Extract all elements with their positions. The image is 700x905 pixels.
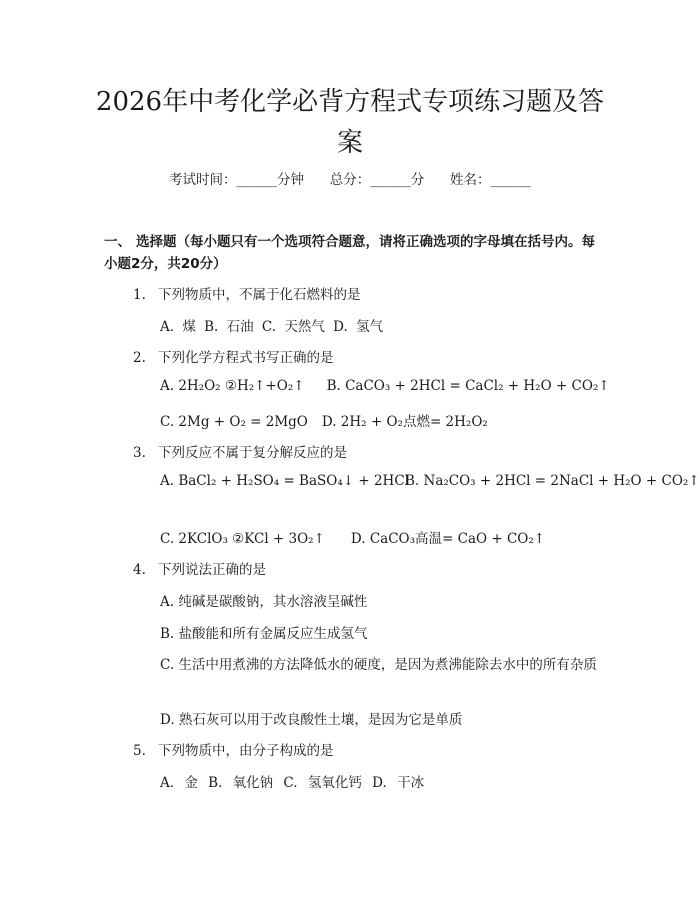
question-4-option-d: D. 熟石灰可以用于改良酸性土壤，是因为它是单质 (160, 712, 463, 728)
question-3 (133, 441, 347, 461)
question-4 (133, 558, 266, 578)
question-stem: 下列化学方程式书写正确的是 (158, 350, 334, 366)
question-stem: 下列物质中，由分子构成的是 (158, 743, 334, 759)
question-5 (133, 739, 334, 759)
question-4-option-b: B. 盐酸能和所有金属反应生成氢气 (160, 626, 368, 642)
question-1-options: A. 煤 B. 石油 C. 天然气 D. 氢气 (160, 319, 384, 335)
question-2-options-ab (160, 378, 610, 394)
question-stem: 下列物质中，不属于化石燃料的是 (158, 287, 361, 303)
question-stem: 下列反应不属于复分解反应的是 (158, 445, 347, 461)
option-d: D. 2H₂ + O₂点燃= 2H₂O₂ (321, 414, 488, 430)
question-5-options: A. 金 B. 氧化钠 C. 氢氧化钙 D. 干冰 (160, 775, 425, 791)
section-text: 选择题（每小题只有一个选项符合题意，请将正确选项的字母填在括号内。每小题2分，共20分） (104, 234, 595, 272)
option-a: A. 2H₂O₂ ②H₂↑+O₂↑ (160, 378, 305, 394)
option-c: C. 2KClO₃ ②KCl + 3O₂↑ (160, 531, 325, 547)
question-stem: 下列说法正确的是 (158, 562, 266, 578)
option-c: C. 2Mg + O₂ = 2MgO (160, 414, 308, 430)
exam-info-line: 考试时间：______分钟 总分：______分 姓名：______ (169, 172, 531, 188)
option-d: D. CaCO₃高温= CaO + CO₂↑ (350, 531, 546, 547)
question-4-option-c: C. 生活中用煮沸的方法降低水的硬度，是因为煮沸能除去水中的所有杂质 (160, 657, 597, 673)
page-title: 2026年中考化学必背方程式专项练习题及答案 (95, 87, 605, 158)
question-1 (133, 283, 361, 303)
question-4-option-a: A. 纯碱是碳酸钠，其水溶液呈碱性 (160, 594, 368, 610)
question-number: 5. (133, 743, 146, 759)
question-number: 3. (133, 445, 146, 461)
question-3-options-cd (160, 527, 545, 547)
question-number: 4. (133, 562, 146, 578)
question-2 (133, 346, 334, 366)
question-number: 1. (133, 287, 146, 303)
question-3-option-b: B. Na₂CO₃ + 2HCl = 2NaCl + H₂O + CO₂↑ (405, 473, 700, 489)
question-number: 2. (133, 350, 146, 366)
question-2-options-cd (160, 410, 488, 430)
section-heading (104, 231, 600, 275)
section-number: 一、 (104, 234, 131, 250)
question-3-option-a: A. BaCl₂ + H₂SO₄ = BaSO₄↓ + 2HCl (160, 473, 409, 489)
option-b: B. CaCO₃ + 2HCl = CaCl₂ + H₂O + CO₂↑ (326, 378, 610, 394)
